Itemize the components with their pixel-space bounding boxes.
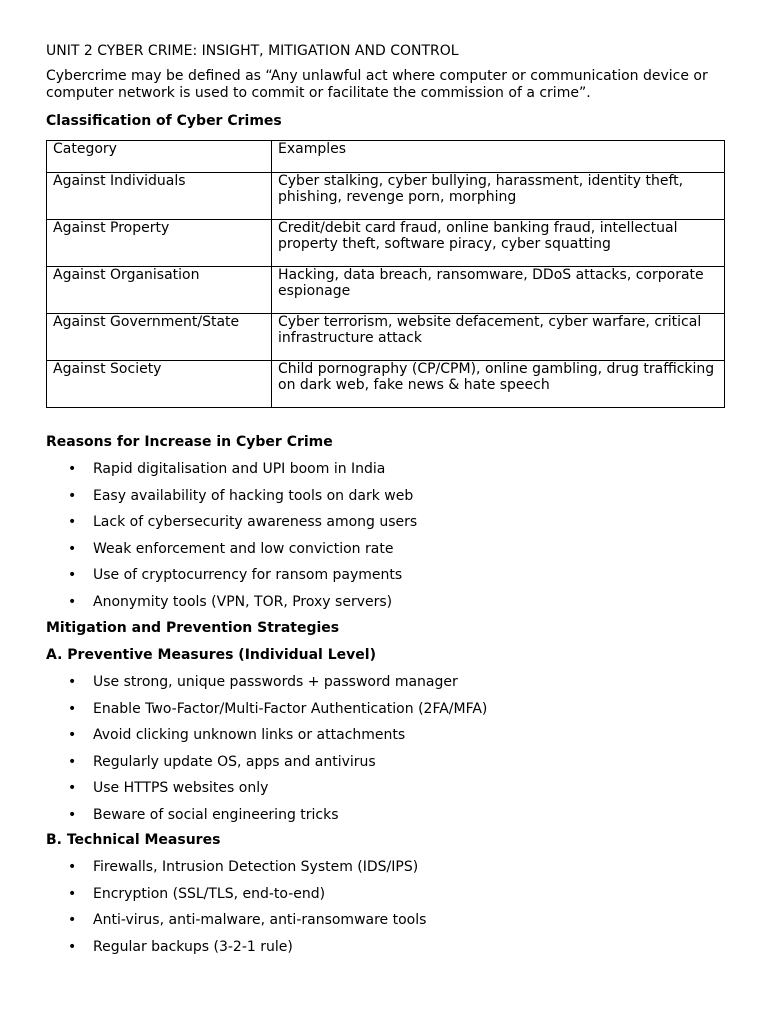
table-header-category: Category [47,141,272,173]
table-cell-category: Against Organisation [47,267,272,314]
bullet-icon: • [68,912,77,928]
bullet-icon: • [68,753,77,770]
mitigation-heading: Mitigation and Prevention Strategies [46,620,340,636]
table-row [47,220,725,267]
classification-table [46,140,725,408]
list-item: • Use of cryptocurrency for ransom payments [68,567,403,583]
list-item: • Rapid digitalisation and UPI boom in India [68,461,386,477]
table-cell-category: Against Individuals [47,173,272,220]
list-item: • Anti-virus, anti-malware, anti-ransomware tools [68,912,427,928]
bullet-icon: • [68,885,77,902]
bullet-icon: • [68,938,77,955]
bullet-icon: • [68,514,77,530]
classification-heading: Classification of Cyber Crimes [46,113,282,129]
table-cell-examples: Cyber stalking, cyber bullying, harassment, identity theft, phishing, revenge porn, morphing [272,173,725,220]
preventive-heading: A. Preventive Measures (Individual Level) [46,647,376,663]
table-cell-category: Against Government/State [47,314,272,361]
document-title: UNIT 2 CYBER CRIME: INSIGHT, MITIGATION AND CONTROL [46,43,459,59]
list-item: • Weak enforcement and low conviction rate [68,540,394,557]
list-item: • Use HTTPS websites only [68,780,269,796]
list-item: • Encryption (SSL/TLS, end-to-end) [68,885,326,902]
reasons-heading: Reasons for Increase in Cyber Crime [46,434,333,450]
list-item: • Easy availability of hacking tools on dark web [68,487,414,504]
table-row [47,314,725,361]
table-cell-examples: Hacking, data breach, ransomware, DDoS attacks, corporate espionage [272,267,725,314]
bullet-icon: • [68,567,77,583]
list-item: • Lack of cybersecurity awareness among users [68,514,418,530]
table-cell-category: Against Property [47,220,272,267]
technical-heading: B. Technical Measures [46,832,221,848]
intro-paragraph: Cybercrime may be defined as “Any unlawful act where computer or communication device or computer network is used to commit or facilitate the commission of a crime”. [46,68,708,101]
list-item: • Regularly update OS, apps and antivirus [68,753,376,770]
bullet-icon: • [68,727,77,743]
table-row [47,173,725,220]
bullet-icon: • [68,540,77,557]
list-item: • Beware of social engineering tricks [68,806,339,823]
bullet-icon: • [68,700,77,717]
technical-list [46,858,426,964]
table-row [47,361,725,408]
reasons-list [46,460,417,619]
table-cell-examples: Cyber terrorism, website defacement, cyber warfare, critical infrastructure attack [272,314,725,361]
table-cell-examples: Child pornography (CP/CPM), online gambling, drug trafficking on dark web, fake news & hate speech [272,361,725,408]
list-item: • Use strong, unique passwords + password manager [68,674,458,690]
bullet-icon: • [68,780,77,796]
table-row [47,267,725,314]
list-item: • Firewalls, Intrusion Detection System (IDS/IPS) [68,859,419,875]
bullet-icon: • [68,674,77,690]
bullet-icon: • [68,461,77,477]
list-item: • Anonymity tools (VPN, TOR, Proxy servers) [68,593,393,610]
table-header-row [47,141,725,173]
table-cell-category: Against Society [47,361,272,408]
bullet-icon: • [68,593,77,610]
list-item: • Enable Two-Factor/Multi-Factor Authentication (2FA/MFA) [68,700,488,717]
table-header-examples: Examples [272,141,725,173]
bullet-icon: • [68,487,77,504]
table-cell-examples: Credit/debit card fraud, online banking fraud, intellectual property theft, software piracy, cyber squatting [272,220,725,267]
bullet-icon: • [68,806,77,823]
list-item: • Regular backups (3-2-1 rule) [68,938,293,955]
list-item: • Avoid clicking unknown links or attachments [68,727,406,743]
preventive-list [46,673,487,832]
bullet-icon: • [68,859,77,875]
